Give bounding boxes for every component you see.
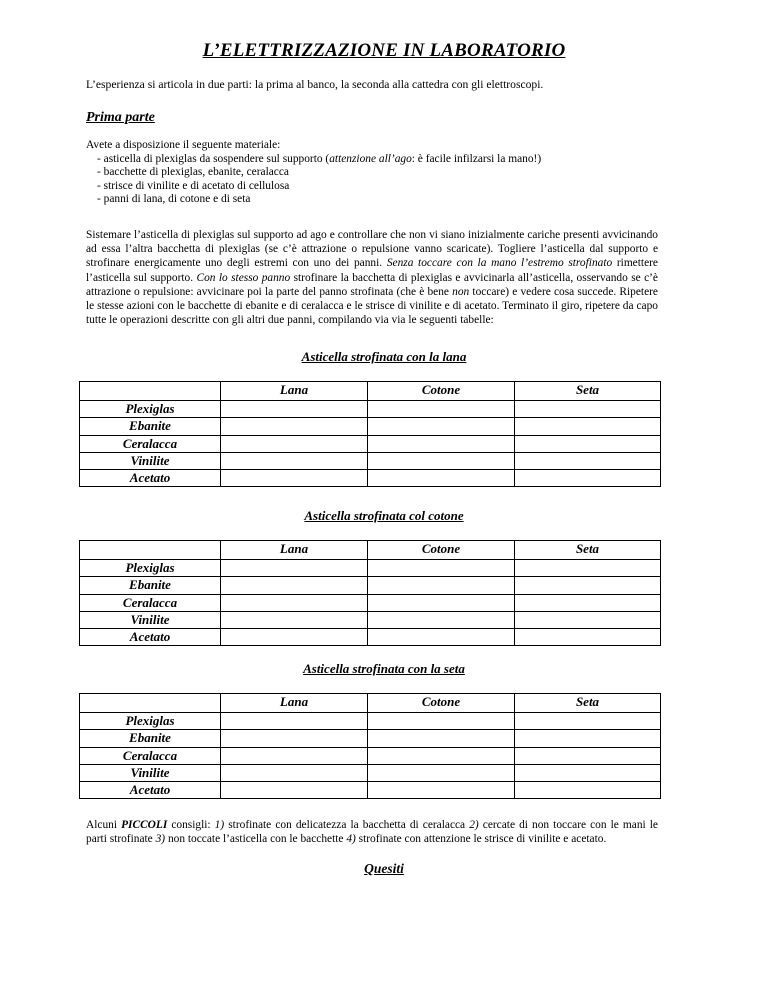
table-cell[interactable] <box>221 577 368 594</box>
table-cell[interactable] <box>515 782 661 799</box>
list-item <box>97 153 541 167</box>
row-label: Ceralacca <box>80 594 221 611</box>
table-cell[interactable] <box>368 764 515 781</box>
paragraph-emphasis: non <box>452 285 470 298</box>
paragraph-text: rimettere l’asticella sul supporto. <box>86 257 658 284</box>
table-cell[interactable] <box>515 401 661 418</box>
table-cell[interactable] <box>515 629 661 646</box>
table-caption-cotone: Asticella strofinata col cotone <box>304 508 464 523</box>
table-cell[interactable] <box>515 452 661 469</box>
column-header: Seta <box>515 541 661 560</box>
list-item: - panni di lana, di cotone e di seta <box>97 193 541 207</box>
table-cell[interactable] <box>221 452 368 469</box>
table-cell[interactable] <box>515 577 661 594</box>
column-header: Seta <box>515 694 661 713</box>
row-label: Ebanite <box>80 577 221 594</box>
table-header-row <box>80 541 661 560</box>
instructions-paragraph <box>86 228 658 327</box>
table-row <box>80 560 661 577</box>
table-cell[interactable] <box>368 782 515 799</box>
table-cell[interactable] <box>368 470 515 487</box>
advice-text: strofinate con delicatezza la bacchetta di ceralacca <box>224 819 470 831</box>
row-label: Plexiglas <box>80 560 221 577</box>
material-item-text: : è facile infilzarsi la mano!) <box>411 152 542 165</box>
column-header: Seta <box>515 382 661 401</box>
advice-text: consigli: <box>167 819 215 831</box>
advice-text: cercate di non toccare con le mani le parti strofinate <box>86 819 658 846</box>
page-title: L’ELETTRIZZAZIONE IN LABORATORIO <box>202 40 566 61</box>
paragraph-emphasis: Con lo stesso panno <box>196 271 291 284</box>
table-row <box>80 713 661 730</box>
advice-number: 2) <box>469 819 479 831</box>
table-cell[interactable] <box>368 577 515 594</box>
header-blank-cell <box>80 541 221 560</box>
paragraph-text: toccare) e vedere cosa succede. Ripetere le stesse azioni con le bacchette di ebanite e di ceralacca e le strisce di vinilite e di acetato. Terminato il giro, ripetere da capo tutte le operazioni descritte con gli altri due panni, compilando via via le seguenti tabelle: <box>86 285 658 327</box>
table-cell[interactable] <box>221 560 368 577</box>
table-cell[interactable] <box>515 730 661 747</box>
row-label: Vinilite <box>80 452 221 469</box>
row-label: Vinilite <box>80 764 221 781</box>
column-header: Cotone <box>368 694 515 713</box>
row-label: Plexiglas <box>80 713 221 730</box>
table-cell[interactable] <box>515 713 661 730</box>
table-cell[interactable] <box>368 594 515 611</box>
results-table-cotone <box>79 540 661 646</box>
table-cell[interactable] <box>515 764 661 781</box>
paragraph-emphasis: Senza toccare con la mano l’estremo strofinato <box>386 257 613 270</box>
table-cell[interactable] <box>221 629 368 646</box>
table-cell[interactable] <box>368 560 515 577</box>
advice-text: non toccate l’asticella con le bacchette <box>165 833 347 846</box>
table-caption-lana: Asticella strofinata con la lana <box>301 349 467 364</box>
table-row <box>80 594 661 611</box>
advice-text: strofinate con attenzione le strisce di vinilite e acetato. <box>355 833 607 846</box>
table-cell[interactable] <box>221 730 368 747</box>
header-blank-cell <box>80 694 221 713</box>
material-lead: Avete a disposizione il seguente materiale: <box>86 139 281 151</box>
table-cell[interactable] <box>221 764 368 781</box>
table-cell[interactable] <box>515 560 661 577</box>
table-cell[interactable] <box>368 730 515 747</box>
table-cell[interactable] <box>368 401 515 418</box>
table-cell[interactable] <box>368 629 515 646</box>
material-item-text: asticella di plexiglas da sospendere sul supporto ( <box>103 152 330 165</box>
table-cell[interactable] <box>515 470 661 487</box>
table-row <box>80 435 661 452</box>
material-items <box>86 153 541 207</box>
list-item: - strisce di vinilite e di acetato di cellulosa <box>97 180 541 194</box>
row-label: Acetato <box>80 629 221 646</box>
table-row <box>80 418 661 435</box>
table-row <box>80 764 661 781</box>
table-row <box>80 452 661 469</box>
row-label: Ceralacca <box>80 435 221 452</box>
table-cell[interactable] <box>221 611 368 628</box>
advice-paragraph <box>86 818 658 846</box>
advice-number: 3) <box>155 833 166 846</box>
column-header: Lana <box>221 541 368 560</box>
column-header: Lana <box>221 694 368 713</box>
paragraph-text: Sistemare l’asticella di plexiglas sul supporto ad ago e controllare che non vi siano inizialmente cariche presenti avvicinando ad essa l’altra bacchetta di plexiglas (se c’è attrazione o repulsione vanno scaricate). Togliere l’asticella dal supporto e strofinare energicamente uno degli estremi con uno dei panni. <box>86 229 658 270</box>
column-header: Lana <box>221 382 368 401</box>
table-caption-seta: Asticella strofinata con la seta <box>303 661 465 676</box>
list-item: - bacchette di plexiglas, ebanite, ceralacca <box>97 166 541 180</box>
advice-text: Alcuni <box>86 819 122 831</box>
table-header-row <box>80 694 661 713</box>
table-cell[interactable] <box>515 418 661 435</box>
table-cell[interactable] <box>221 418 368 435</box>
section-heading-quesiti: Quesiti <box>364 861 404 876</box>
table-cell[interactable] <box>368 452 515 469</box>
table-header-row <box>80 382 661 401</box>
section-heading-prima-parte: Prima parte <box>86 110 155 125</box>
table-row <box>80 730 661 747</box>
intro-text: L’esperienza si articola in due parti: la prima al banco, la seconda alla cattedra con gli elettroscopi. <box>86 78 544 91</box>
advice-emphasis: PICCOLI <box>121 819 168 831</box>
row-label: Acetato <box>80 782 221 799</box>
results-table-lana <box>79 381 661 487</box>
advice-number: 1) <box>214 819 225 831</box>
table-cell[interactable] <box>221 713 368 730</box>
results-table-seta <box>79 693 661 799</box>
header-blank-cell <box>80 382 221 401</box>
table-row <box>80 782 661 799</box>
advice-number: 4) <box>346 833 356 846</box>
column-header: Cotone <box>368 382 515 401</box>
table-cell[interactable] <box>368 418 515 435</box>
row-label: Ebanite <box>80 418 221 435</box>
table-cell[interactable] <box>515 747 661 764</box>
row-label: Plexiglas <box>80 401 221 418</box>
row-label: Vinilite <box>80 611 221 628</box>
table-cell[interactable] <box>221 747 368 764</box>
table-cell[interactable] <box>368 611 515 628</box>
row-label: Ebanite <box>80 730 221 747</box>
table-cell[interactable] <box>515 611 661 628</box>
table-cell[interactable] <box>221 470 368 487</box>
material-list <box>86 139 541 207</box>
table-row <box>80 629 661 646</box>
table-cell[interactable] <box>221 435 368 452</box>
table-row <box>80 747 661 764</box>
row-label: Acetato <box>80 470 221 487</box>
table-row <box>80 611 661 628</box>
row-label: Ceralacca <box>80 747 221 764</box>
table-row <box>80 470 661 487</box>
table-cell[interactable] <box>368 747 515 764</box>
table-cell[interactable] <box>368 435 515 452</box>
table-cell[interactable] <box>221 782 368 799</box>
table-cell[interactable] <box>221 401 368 418</box>
paragraph-text: strofinare la bacchetta di plexiglas e avvicinarla all’asticella, osservando se c’è attrazione o repulsione: avvicinare poi la parte del panno strofinata (che è bene <box>86 271 658 298</box>
table-cell[interactable] <box>368 713 515 730</box>
table-cell[interactable] <box>515 435 661 452</box>
table-row <box>80 577 661 594</box>
table-cell[interactable] <box>221 594 368 611</box>
column-header: Cotone <box>368 541 515 560</box>
table-row <box>80 401 661 418</box>
material-item-emphasis: attenzione all’ago <box>329 152 412 165</box>
table-cell[interactable] <box>515 594 661 611</box>
